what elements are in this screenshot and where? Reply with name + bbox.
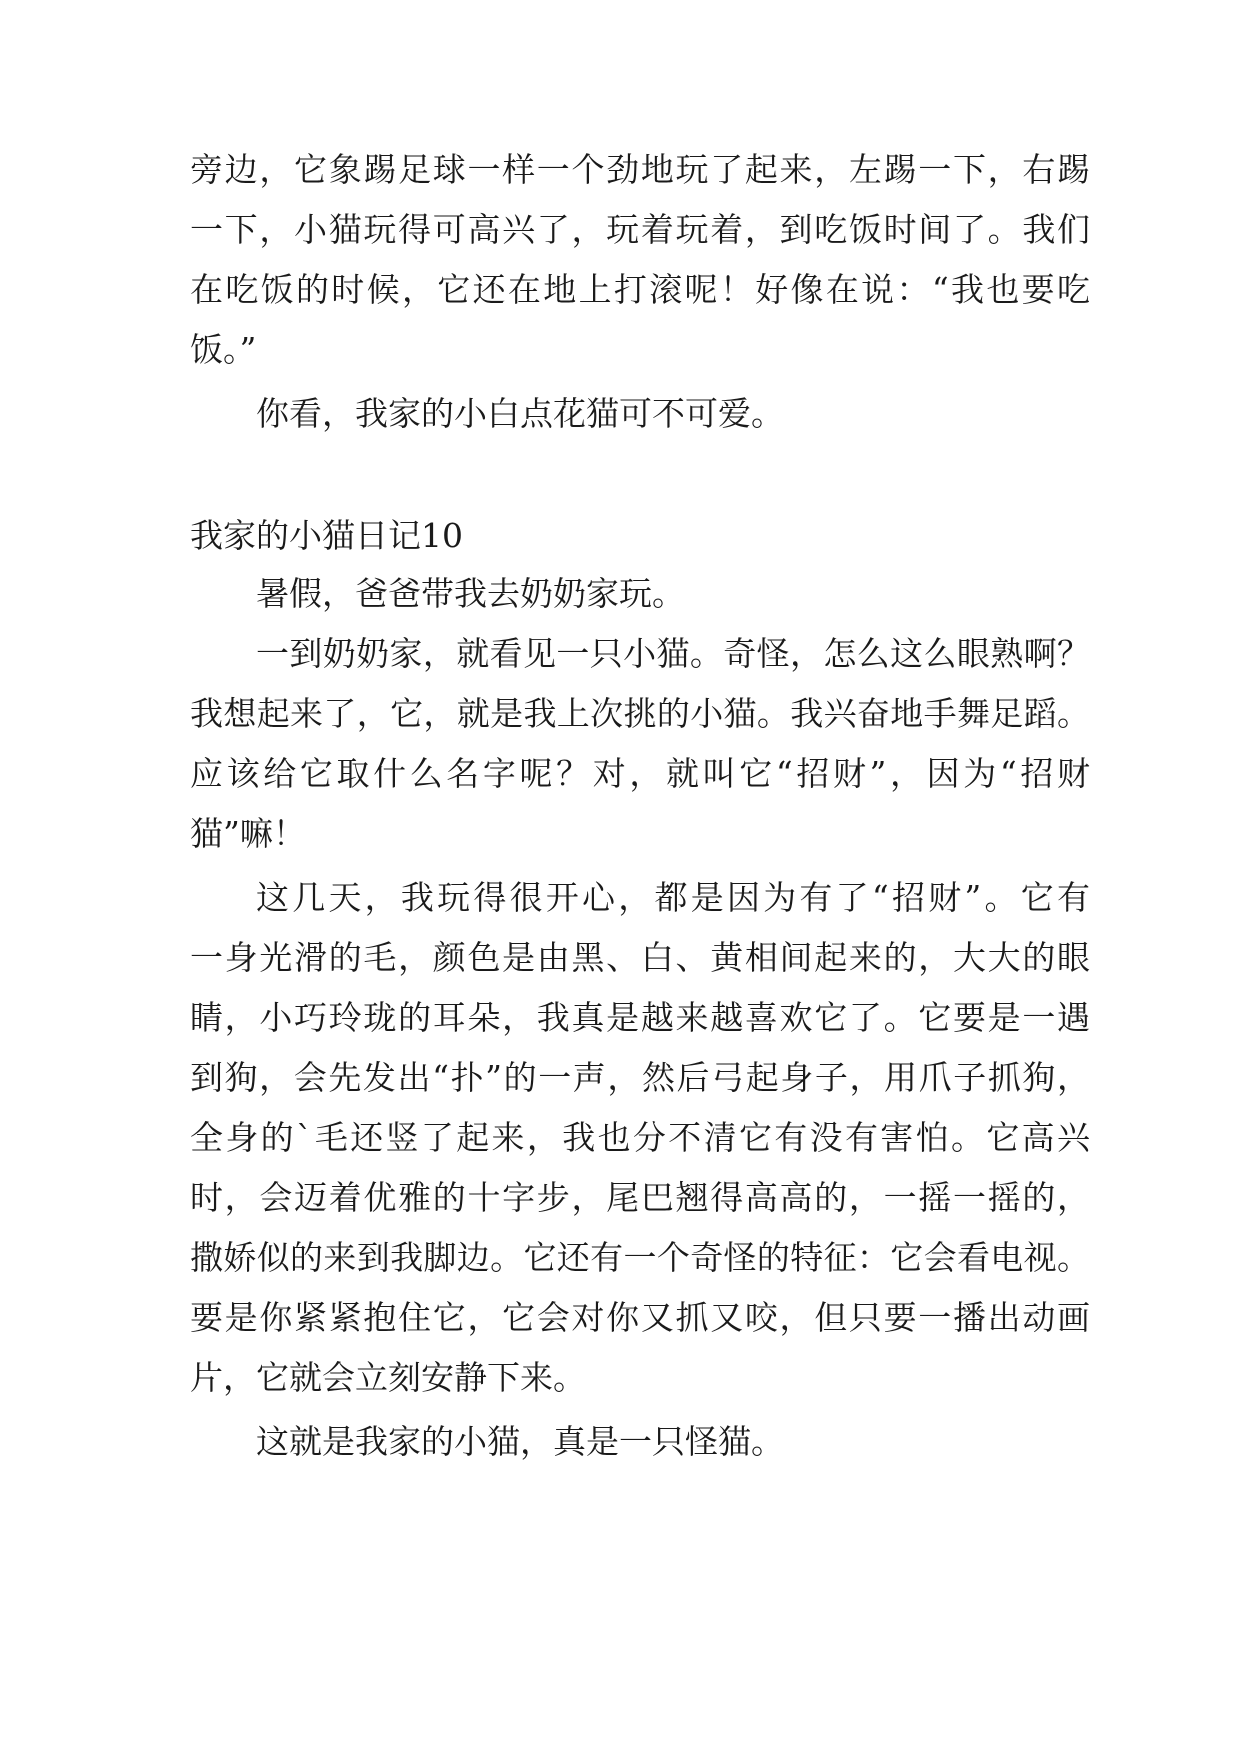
closing-paragraph: 你看，我家的小白点花猫可不可爱。: [256, 394, 784, 433]
paragraph-2-line-2: 我想起来了，它，就是我上次挑的小猫。我兴奋地手舞足蹈。: [190, 694, 1090, 733]
paragraph-3-line-6: 时，会迈着优雅的十字步，尾巴翘得高高的，一摇一摇的，: [190, 1178, 1090, 1217]
paragraph-4: 这就是我家的小猫，真是一只怪猫。: [256, 1422, 784, 1461]
paragraph-1: 暑假，爸爸带我去奶奶家玩。: [256, 574, 685, 613]
paragraph-3-line-5: 全身的`毛还竖了起来，我也分不清它有没有害怕。它高兴: [190, 1118, 1090, 1157]
paragraph-3-line-7: 撒娇似的来到我脚边。它还有一个奇怪的特征：它会看电视。: [190, 1238, 1090, 1277]
paragraph-2-line-1: 一到奶奶家，就看见一只小猫。奇怪，怎么这么眼熟啊？: [256, 634, 1090, 673]
paragraph-3-line-1: 这几天，我玩得很开心，都是因为有了“招财”。它有: [256, 878, 1090, 917]
paragraph-3-line-2: 一身光滑的毛，颜色是由黑、白、黄相间起来的，大大的眼: [190, 938, 1090, 977]
paragraph-3-line-3: 睛，小巧玲珑的耳朵，我真是越来越喜欢它了。它要是一遇: [190, 998, 1090, 1037]
paragraph-3-line-8: 要是你紧紧抱住它，它会对你又抓又咬，但只要一播出动画: [190, 1298, 1090, 1337]
carryover-paragraph-line-1: 旁边，它象踢足球一样一个劲地玩了起来，左踢一下，右踢: [190, 150, 1090, 189]
paragraph-2-line-3: 应该给它取什么名字呢？对，就叫它“招财”，因为“招财: [190, 754, 1090, 793]
carryover-paragraph-line-3: 在吃饭的时候，它还在地上打滚呢！好像在说：“我也要吃: [190, 270, 1090, 309]
paragraph-2-line-4: 猫”嘛！: [190, 814, 306, 853]
section-title: 我家的小猫日记10: [190, 516, 463, 555]
paragraph-3-line-4: 到狗，会先发出“扑”的一声，然后弓起身子，用爪子抓狗，: [190, 1058, 1090, 1097]
carryover-paragraph-line-2: 一下，小猫玩得可高兴了，玩着玩着，到吃饭时间了。我们: [190, 210, 1090, 249]
paragraph-3-line-9: 片，它就会立刻安静下来。: [190, 1358, 586, 1397]
carryover-paragraph-line-4: 饭。”: [190, 330, 257, 369]
